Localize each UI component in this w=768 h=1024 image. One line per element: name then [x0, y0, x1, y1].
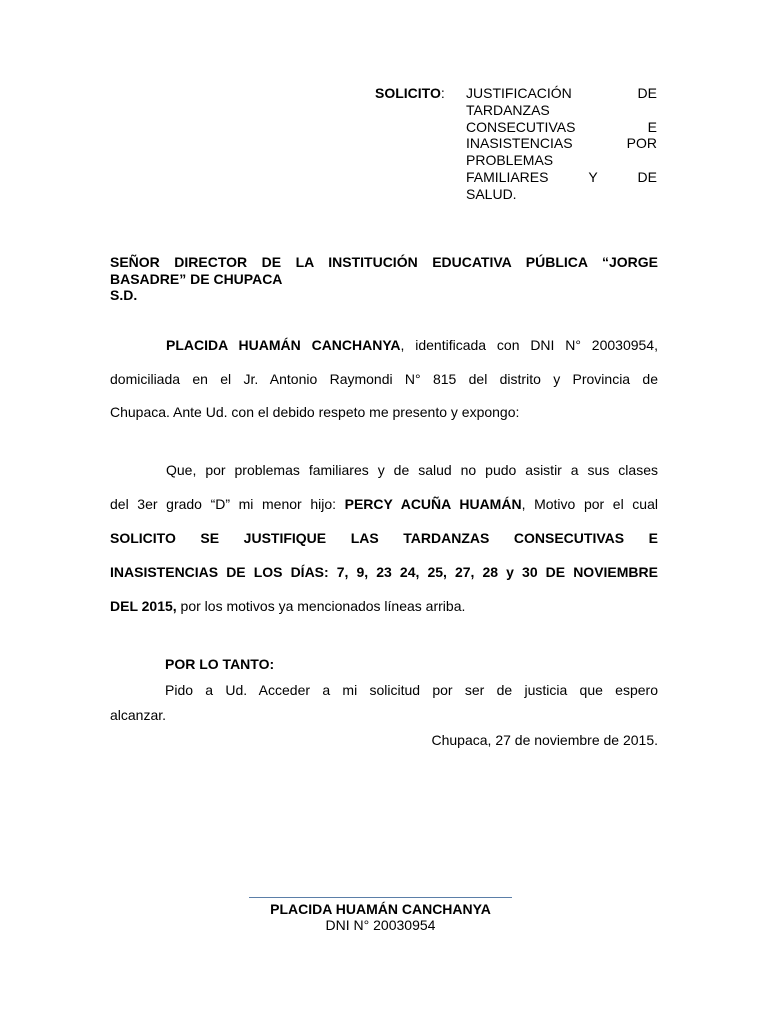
body-text: del 3er grado “D” mi menor hijo: [110, 496, 345, 512]
addressee-block [110, 254, 658, 304]
body-line: INASISTENCIAS DE LOS DÍAS: 7, 9, 23 24, 25, 27, 28 y 30 DE NOVIEMBRE [110, 564, 658, 580]
applicant-name: PLACIDA HUAMÁN CANCHANYA [166, 337, 401, 353]
body-text: DEL 2015, [110, 598, 177, 614]
subject-line: INASISTENCIAS POR [466, 135, 657, 152]
signature-dni: DNI N° 20030954 [325, 917, 436, 933]
intro-line: Chupaca. Ante Ud. con el debido respeto me presento y expongo: [110, 404, 520, 420]
closing-line: Pido a Ud. Acceder a mi solicitud por ser de justicia que espero [165, 682, 658, 698]
body-text: por los motivos ya mencionados líneas arriba. [176, 598, 466, 614]
signature-line [249, 897, 512, 898]
body-line: Que, por problemas familiares y de salud no pudo asistir a sus clases [166, 462, 658, 478]
subject-line: PROBLEMAS [466, 152, 554, 169]
addressee-line: S.D. [110, 287, 138, 303]
intro-line [166, 337, 658, 353]
intro-line: domiciliada en el Jr. Antonio Raymondi N° 815 del distrito y Provincia de [110, 371, 658, 387]
body-line [110, 598, 658, 614]
subject-line: JUSTIFICACIÓN DE [466, 85, 657, 101]
addressee-line: BASADRE” DE CHUPACA [110, 270, 283, 287]
closing-line: alcanzar. [110, 707, 167, 723]
body-text: , Motivo por el cual [521, 496, 658, 512]
intro-text: , identificada con DNI N° 20030954, [400, 337, 658, 353]
subject-text [466, 85, 657, 203]
subject-line: CONSECUTIVAS E [466, 118, 657, 135]
subject-colon: : [440, 85, 445, 101]
body-line: SOLICITO SE JUSTIFIQUE LAS TARDANZAS CONSECUTIVAS E [110, 530, 658, 546]
subject-line: SALUD. [466, 185, 517, 202]
child-name: PERCY ACUÑA HUAMÁN [344, 496, 522, 512]
subject-line: TARDANZAS [466, 101, 550, 118]
subject-label: SOLICITO: [375, 85, 445, 101]
letter-date: Chupaca, 27 de noviembre de 2015. [431, 732, 658, 748]
body-line [110, 496, 658, 512]
addressee-line: SEÑOR DIRECTOR DE LA INSTITUCIÓN EDUCATIVA PÚBLICA “JORGE [110, 254, 658, 270]
subject-line: FAMILIARES Y DE [466, 168, 657, 185]
closing-heading: POR LO TANTO: [165, 656, 275, 672]
signature-name: PLACIDA HUAMÁN CANCHANYA [270, 901, 491, 917]
